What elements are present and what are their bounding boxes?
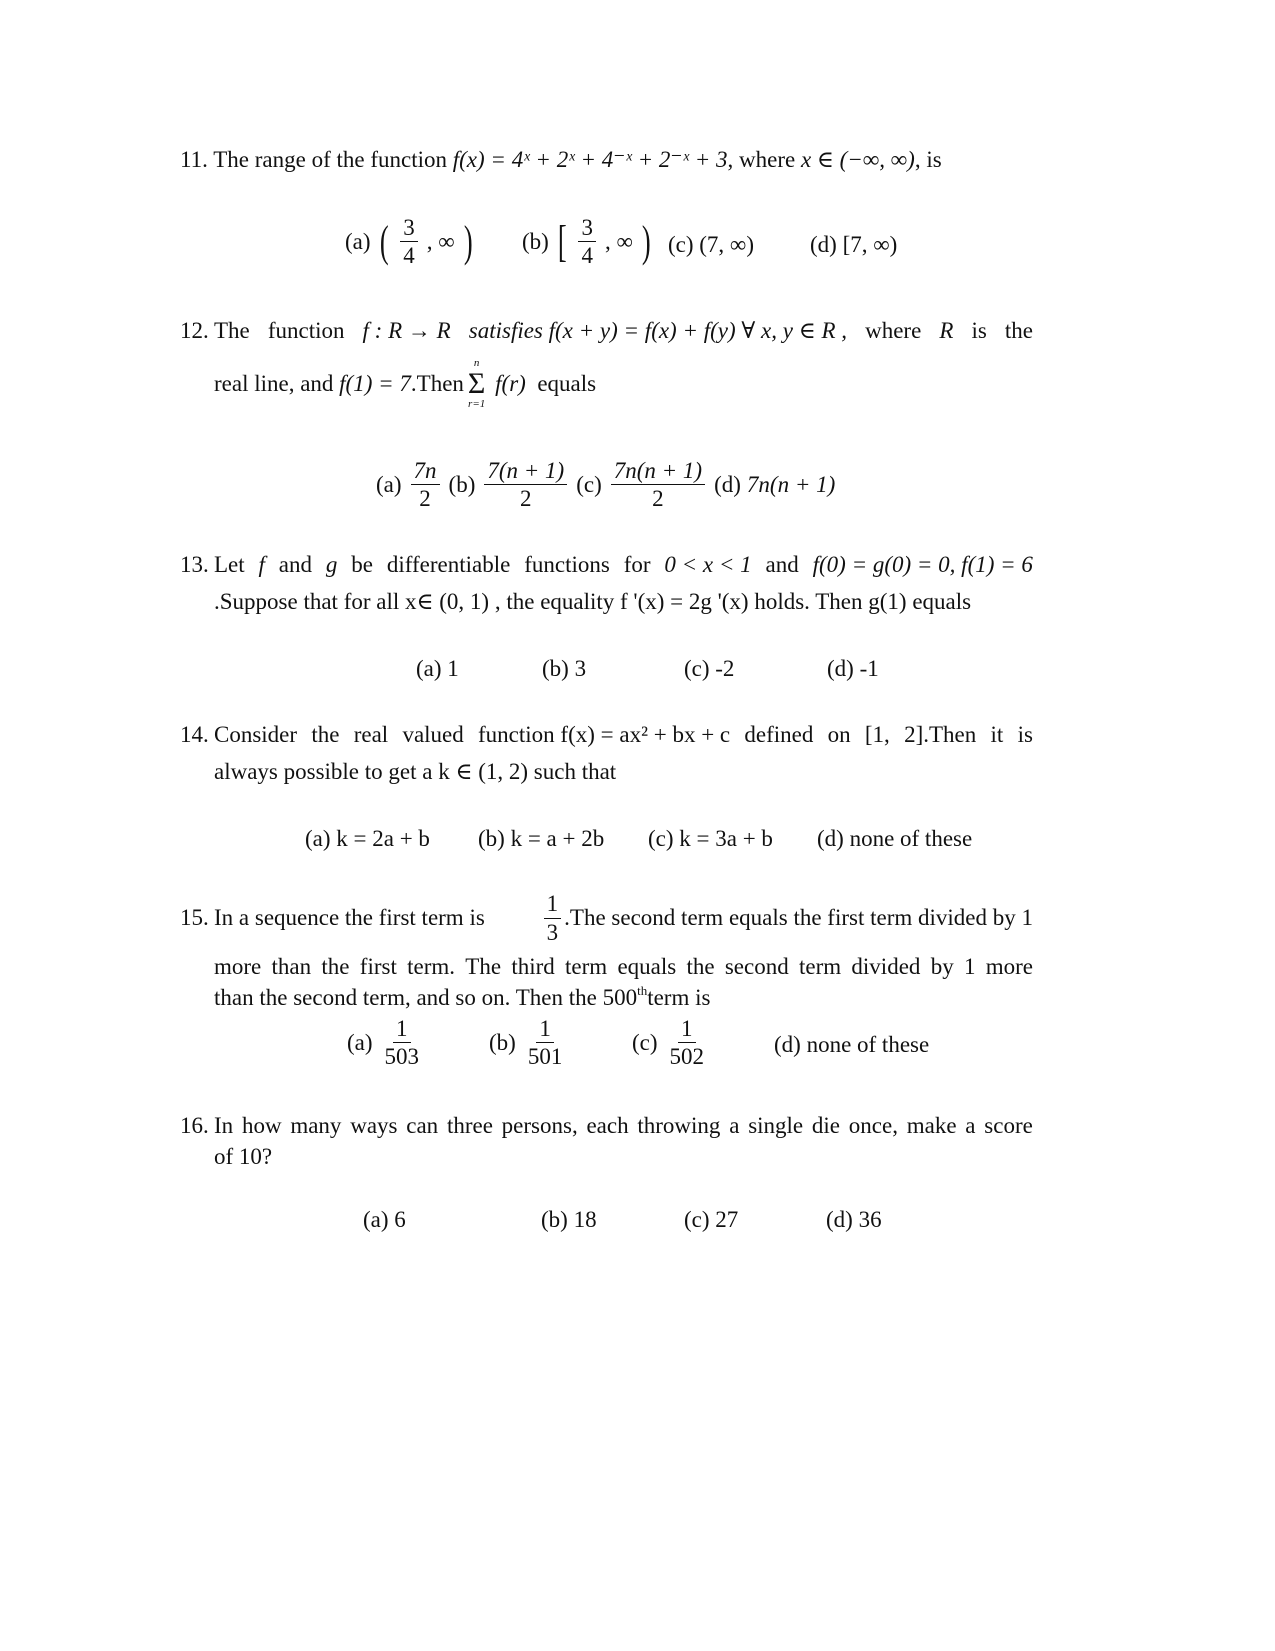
fraction: $\frac{3}{4}$ (578, 215, 596, 269)
option-b: (b) 18 (541, 1207, 597, 1232)
question-14-line-2: always possible to get a k ∈ (1, 2) such that (214, 759, 617, 784)
option-d: (d) -1 (827, 656, 879, 681)
question-15-line-2: more than the first term. The third term equals the second term divided by 1 more (214, 954, 1033, 979)
option-a: (a) k = 2a + b (305, 826, 430, 851)
option-label: (a) (347, 1029, 373, 1055)
fraction: $\frac{1}{501}$ (527, 1016, 563, 1070)
question-number: 13. (180, 552, 209, 577)
option-text: 7n(n + 1) (746, 471, 836, 497)
option-d: (d) [7, ∞) (810, 232, 898, 257)
fraction: $\frac{7(n + 1)}{2}$ (484, 458, 567, 512)
infinity-tail: , ∞ (426, 228, 455, 254)
fraction: $\frac{7n(n + 1)}{2}$ (611, 458, 705, 512)
option-d: (d) none of these (774, 1032, 930, 1057)
question-text: , where (727, 147, 796, 172)
question-text: , is (914, 147, 942, 172)
option-b (522, 215, 654, 269)
option-c (632, 1016, 710, 1070)
question-16-line-1: In how many ways can three persons, each throwing a single die once, make a score (214, 1113, 1033, 1138)
option-b: (b) k = a + 2b (478, 826, 605, 851)
option-label: (a) (376, 471, 402, 497)
option-label: (d) (714, 471, 741, 497)
question-text: The range of the function (213, 147, 447, 172)
option-a: (a) 6 (363, 1207, 406, 1232)
fraction: $\frac{7n}{2}$ (411, 458, 440, 512)
option-a: (a) 1 (416, 656, 459, 681)
option-c: (c) k = 3a + b (648, 826, 773, 851)
option-b: (b) 3 (542, 656, 587, 681)
option-d: (d) 36 (826, 1207, 882, 1232)
function-formula: f(x) = 4ˣ + 2ˣ + 4⁻ˣ + 2⁻ˣ + 3 (452, 147, 728, 172)
question-11 (180, 145, 942, 175)
option-c: (c) 27 (684, 1207, 739, 1232)
option-c: (c) (7, ∞) (668, 232, 754, 257)
option-label: (b) (522, 228, 549, 254)
option-d: (d) none of these (817, 826, 973, 851)
option-a (345, 215, 475, 269)
close-paren: ) (463, 217, 473, 267)
option-a (347, 1016, 425, 1070)
question-16-line-2: of 10? (214, 1144, 273, 1169)
option-label: (a) (345, 228, 371, 254)
option-label: (b) (448, 471, 476, 497)
option-label: (c) (632, 1029, 658, 1055)
open-paren: ( (379, 217, 389, 267)
domain-expression: x ∈ (−∞, ∞) (800, 147, 915, 172)
question-15-line-1: In a sequence the first term is $\frac{1}{3}$ .The second term equals the first term divided by 1 (214, 891, 1033, 945)
option-label: (c) (576, 471, 602, 497)
summation: n Σ r=1 (467, 357, 486, 410)
question-number: 12. (180, 318, 209, 343)
fraction: $\frac{3}{4}$ (400, 215, 418, 269)
option-label: (b) (489, 1029, 516, 1055)
question-number: 11. (180, 147, 208, 172)
fraction: $\frac{1}{503}$ (384, 1016, 420, 1070)
question-14-line-1: Consider the real valued function f(x) = ax² + bx + c defined on [1, 2].Then it is (214, 722, 1033, 747)
question-13-line-1: Let f and g be differentiable functions for 0 < x < 1 and f(0) = g(0) = 0, f(1) = 6 (214, 552, 1033, 577)
question-12-line-1: The function f : R → R satisfies f(x + y) = f(x) + f(y) ∀ x, y ∈ R , where R is the (214, 318, 1033, 343)
option-c: (c) -2 (684, 656, 735, 681)
close-paren: ) (641, 217, 651, 267)
option-b (489, 1016, 568, 1070)
question-12-line-2: real line, and f(1) = 7 .Then n Σ r=1 f(r) equals (214, 357, 597, 410)
open-bracket: [ (557, 217, 567, 267)
infinity-tail: , ∞ (604, 228, 633, 254)
question-number: 15. (180, 905, 209, 930)
question-number: 14. (180, 722, 209, 747)
option-row (376, 458, 835, 512)
fraction: $\frac{1}{502}$ (669, 1016, 705, 1070)
question-13-line-2: .Suppose that for all x∈ (0, 1) , the equality f '(x) = 2g '(x) holds. Then g(1) equals (214, 589, 972, 614)
question-number: 16. (180, 1113, 209, 1138)
fraction: $\frac{1}{3}$ (544, 891, 562, 945)
question-15-line-3: than the second term, and so on. Then the 500thterm is (214, 983, 711, 1010)
